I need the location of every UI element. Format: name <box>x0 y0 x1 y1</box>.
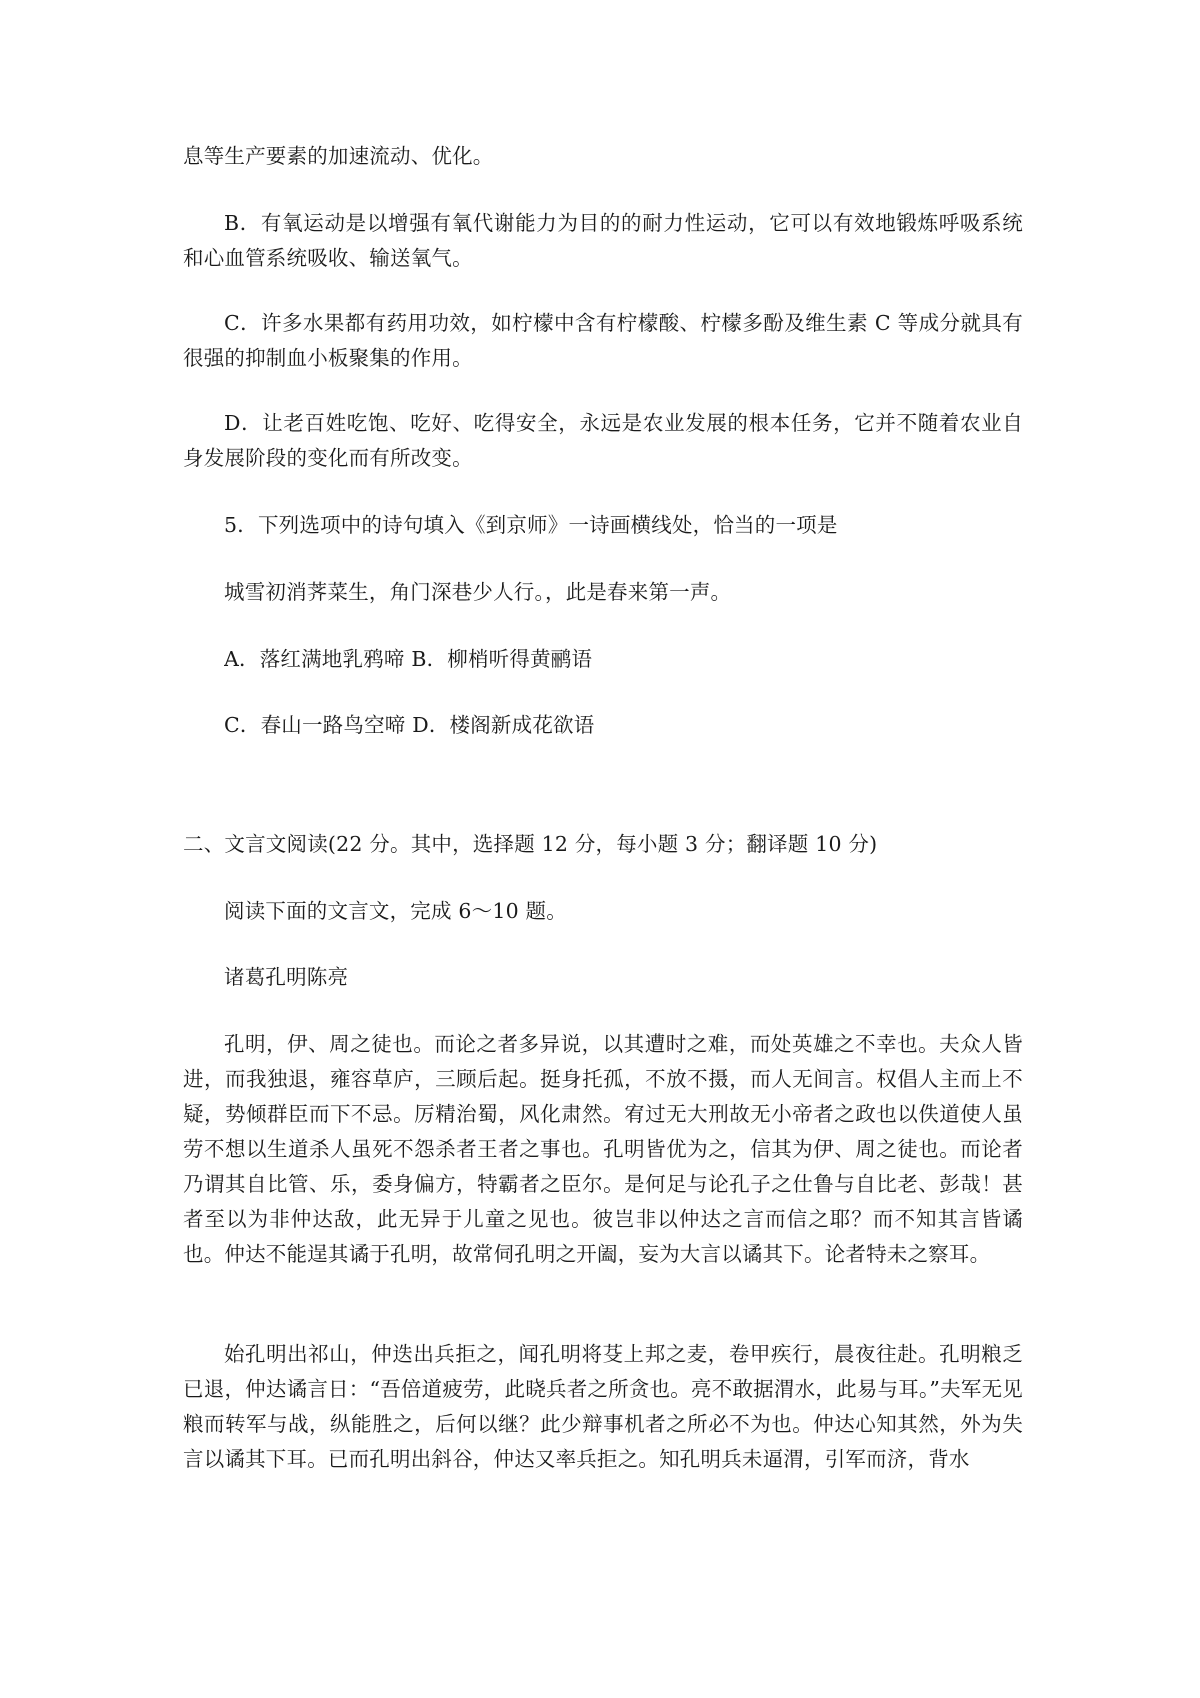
passage-title: 诸葛孔明陈亮 <box>224 965 349 989</box>
reading-instruction: 阅读下面的文言文，完成 6～10 题。 <box>224 899 567 923</box>
poem-line: 城雪初消荠菜生，角门深巷少人行。，此是春来第一声。 <box>224 580 732 604</box>
passage-paragraph-1: 孔明，伊、周之徒也。而论之者多异说，以其遭时之难，而处英雄之不幸也。夫众人皆进，而我独退，雍容草庐，三顾后起。挺身托孤，不放不摄，而人无间言。权倡人主而上不疑，势倾群臣而下不忌。厉精治蜀，风化肃然。宥过无大刑故无小帝者之政也以佚道使人虽劳不想以生道杀人虽死不怨杀者王者之事也。孔明皆优为之，信其为伊、周之徒也。而论者乃谓其自比管、乐，委身偏方，特霸者之臣尔。是何足与论孔子之仕鲁与自比老、彭哉！甚者至以为非仲达敌，此无异于儿童之见也。彼岂非以仲达之言而信之耶？而不知其言皆谲也。仲达不能逞其谲于孔明，故常伺孔明之开阖，妄为大言以谲其下。论者特未之察耳。 <box>183 1032 1023 1266</box>
passage-paragraph-2: 始孔明出祁山，仲迭出兵拒之，闻孔明将芟上邦之麦，卷甲疾行，晨夜往赴。孔明粮乏已退，仲达谲言日：“吾倍道疲劳，此晓兵者之所贪也。亮不敢据渭水，此易与耳。”夫军无见粮而转军与战，纵能胜之，后何以继？此少辩事机者之所必不为也。仲达心知其然，外为失言以谲其下耳。已而孔明出斜谷，仲达又率兵拒之。知孔明兵未逼渭，引军而济，背水 <box>183 1342 1023 1471</box>
option-d-paragraph: D．让老百姓吃饱、吃好、吃得安全，永远是农业发展的根本任务，它并不随着农业自身发展阶段的变化而有所改变。 <box>183 411 1023 470</box>
options-a-b: A．落红满地乳鸦啼 B．柳梢听得黄鹂语 <box>224 647 593 671</box>
options-c-d: C．春山一路鸟空啼 D．楼阁新成花欲语 <box>224 713 595 737</box>
section-2-heading: 二、文言文阅读(22 分。其中，选择题 12 分，每小题 3 分；翻译题 10 分) <box>183 832 878 856</box>
option-b-paragraph: B．有氧运动是以增强有氧代谢能力为目的的耐力性运动，它可以有效地锻炼呼吸系统和心血管系统吸收、输送氧气。 <box>183 211 1023 270</box>
question-5-stem: 5．下列选项中的诗句填入《到京师》一诗画横线处，恰当的一项是 <box>224 513 838 537</box>
option-c-paragraph: C．许多水果都有药用功效，如柠檬中含有柠檬酸、柠檬多酚及维生素 C 等成分就具有很强的抑制血小板聚集的作用。 <box>183 311 1023 370</box>
text-line-continuation: 息等生产要素的加速流动、优化。 <box>183 144 494 168</box>
